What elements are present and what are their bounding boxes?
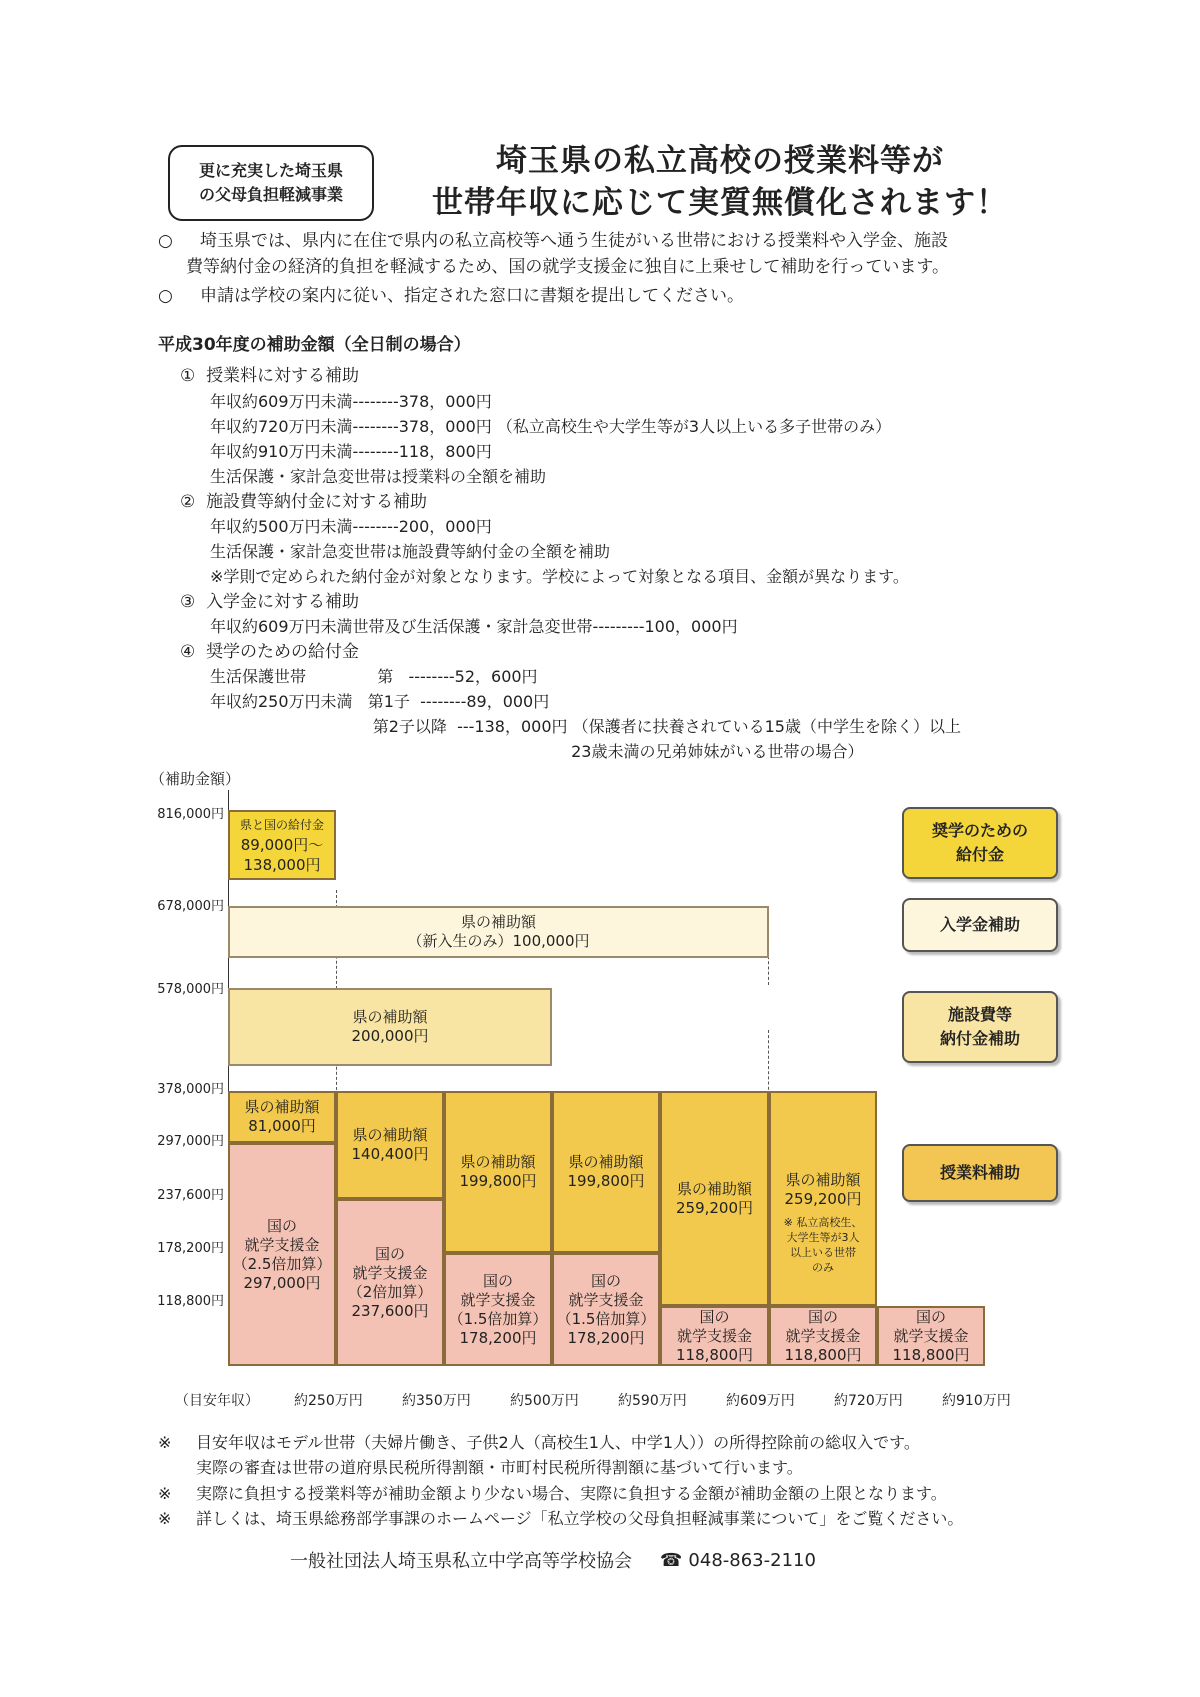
facility-subsidy-block: 県の補助額 200,000円 [228, 988, 552, 1066]
x-tick: 約500万円 [510, 1393, 579, 1409]
item-heading: ④ 奨学のための給付金 [180, 642, 360, 662]
x-tick: 約590万円 [618, 1393, 687, 1409]
national-support-block: 国の 就学支援金 118,800円 [660, 1306, 769, 1366]
item-line: 年収約910万円未満--------118，800円 [210, 442, 492, 461]
y-tick: 237,600円 [157, 1188, 224, 1203]
y-tick: 578,000円 [157, 982, 224, 997]
footnote: ※ 詳しくは、埼玉県総務部学事課のホームページ「私立学校の父母負担軽減事業について」をご覧ください。 [158, 1509, 964, 1528]
y-tick: 678,000円 [157, 899, 224, 914]
x-tick: 約350万円 [402, 1393, 471, 1409]
legend-tuition: 授業料補助 [902, 1144, 1058, 1202]
pref-tuition-block: 県の補助額 81,000円 [228, 1091, 336, 1143]
national-support-block: 国の 就学支援金 （2倍加算） 237,600円 [336, 1199, 444, 1366]
intro-line: 費等納付金の経済的負担を軽減するため、国の就学支援金に独自に上乗せして補助を行っています。 [186, 257, 949, 277]
x-axis-title: （目安年収） [175, 1393, 259, 1409]
legend-facility: 施設費等 納付金補助 [902, 991, 1058, 1063]
x-tick: 約609万円 [726, 1393, 795, 1409]
y-tick: 178,200円 [157, 1241, 224, 1256]
footnote: ※ 実際に負担する授業料等が補助金額より少ない場合、実際に負担する金額が補助金額の上限となります。 [158, 1484, 947, 1503]
org-name: 一般社団法人埼玉県私立中学高等学校協会 [290, 1551, 632, 1572]
item-line: 生活保護世帯 第 --------52，600円 [210, 667, 538, 686]
subsidy-item [180, 366, 359, 386]
x-tick: 約250万円 [294, 1393, 363, 1409]
item-line: 第2子以降 ---138，000円 （保護者に扶養されている15歳（中学生を除く）以上 [210, 717, 961, 736]
item-line: 年収約609万円未満--------378，000円 [210, 392, 492, 411]
national-support-block: 国の 就学支援金 （1.5倍加算） 178,200円 [552, 1253, 660, 1366]
phone-contact [660, 1550, 816, 1571]
page-title [390, 140, 1050, 224]
national-support-block: 国の 就学支援金 118,800円 [877, 1306, 985, 1366]
x-tick: 約720万円 [834, 1393, 903, 1409]
phone-number: 048-863-2110 [688, 1549, 816, 1571]
item-line: 年収約720万円未満--------378，000円 （私立高校生や大学生等が3人以上いる多子世帯のみ） [210, 417, 892, 436]
item-line: ※学則で定められた納付金が対象となります。学校によって対象となる項目、金額が異なります。 [210, 567, 909, 586]
item-heading: ② 施設費等納付金に対する補助 [180, 492, 428, 512]
y-tick: 378,000円 [157, 1082, 224, 1097]
pref-tuition-block: 県の補助額 199,800円 [444, 1091, 552, 1253]
item-line: 年収約500万円未満--------200，000円 [210, 517, 492, 536]
pref-tuition-block-multichild: 県の補助額 259,200円 ※ 私立高校生、 大学生等が3人 以上いる世帯 のみ [769, 1091, 877, 1306]
national-support-block: 国の 就学支援金 （1.5倍加算） 178,200円 [444, 1253, 552, 1366]
pref-tuition-block: 県の補助額 199,800円 [552, 1091, 660, 1253]
x-tick: 約910万円 [942, 1393, 1011, 1409]
section-title: 平成30年度の補助金額（全日制の場合） [158, 335, 471, 355]
item-heading: ① 授業料に対する補助 [180, 366, 360, 386]
y-tick: 816,000円 [157, 807, 224, 822]
pref-tuition-block: 県の補助額 259,200円 [660, 1091, 769, 1306]
intro-line: 埼玉県では、県内に在住で県内の私立高校等へ通う生徒がいる世帯における授業料や入学金、施設 [200, 231, 948, 251]
intro-line: 申請は学校の案内に従い、指定された窓口に書類を提出してください。 [200, 286, 744, 306]
national-support-block: 国の 就学支援金 （2.5倍加算） 297,000円 [228, 1143, 336, 1366]
badge-line: 更に充実した埼玉県 [198, 161, 343, 180]
y-tick: 297,000円 [157, 1134, 224, 1149]
intro-paragraph [158, 228, 1088, 280]
title-line: 世帯年収に応じて実質無償化されます！ [432, 185, 1008, 221]
national-support-block: 国の 就学支援金 118,800円 [769, 1306, 877, 1366]
admission-subsidy-block: 県の補助額 （新入生のみ）100,000円 [228, 906, 769, 958]
scholarship-block: 県と国の給付金 89,000円～ 138,000円 [228, 810, 336, 880]
y-axis-title: （補助金額） [150, 770, 241, 788]
item-line: 23歳未満の兄弟姉妹がいる世帯の場合） [210, 742, 864, 761]
footnote: ※ 目安年収はモデル世帯（夫婦片働き、子供2人（高校生1人、中学1人））の所得控除前の総収入です。 実際の審査は世帯の道府県民税所得割額・市町村民税所得割額に基づいて行います。 [158, 1433, 920, 1477]
intro-paragraph [158, 283, 1088, 309]
item-line: 年収約609万円未満世帯及び生活保護・家計急変世帯---------100，000円 [210, 617, 738, 636]
multichild-note: ※ 私立高校生、 大学生等が3人 以上いる世帯 のみ [783, 1216, 863, 1274]
income-boundary-line [768, 1030, 769, 1100]
bullet-mark: ○ [158, 286, 173, 306]
y-tick: 118,800円 [157, 1294, 224, 1309]
legend-admission: 入学金補助 [902, 898, 1058, 952]
bullet-mark: ○ [158, 231, 173, 251]
badge-line: の父母負担軽減事業 [198, 185, 343, 204]
item-heading: ③ 入学金に対する補助 [180, 592, 360, 612]
footer [290, 1547, 816, 1573]
title-line: 埼玉県の私立高校の授業料等が [496, 143, 944, 179]
program-badge [168, 145, 374, 221]
legend-scholarship: 奨学のための 給付金 [902, 807, 1058, 879]
item-line: 生活保護・家計急変世帯は施設費等納付金の全額を補助 [210, 542, 611, 561]
pref-tuition-block: 県の補助額 140,400円 [336, 1091, 444, 1199]
phone-icon: ☎ [660, 1549, 683, 1571]
item-line: 年収約250万円未満 第1子 --------89，000円 [210, 692, 550, 711]
item-line: 生活保護・家計急変世帯は授業料の全額を補助 [210, 467, 547, 486]
